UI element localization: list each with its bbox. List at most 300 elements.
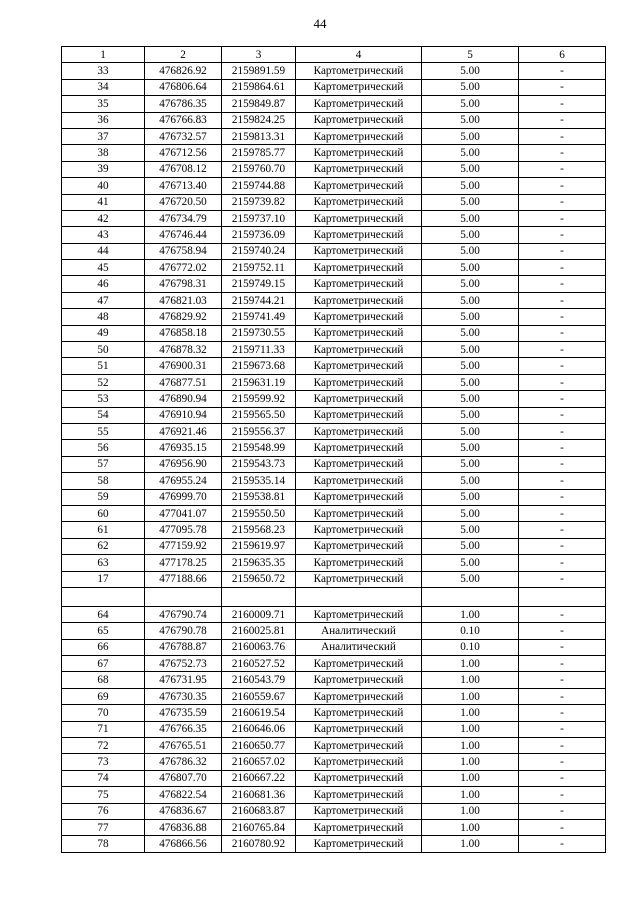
note-cell: - (519, 522, 606, 538)
point-number-cell: 44 (62, 243, 145, 259)
x-coordinate-cell: 476921.46 (145, 423, 222, 439)
method-cell: Картометрический (296, 243, 422, 259)
table-row (62, 456, 606, 472)
note-cell: - (519, 803, 606, 819)
note-cell: - (519, 787, 606, 803)
y-coordinate-cell: 2159550.50 (222, 505, 296, 521)
accuracy-cell: 5.00 (422, 456, 519, 472)
y-coordinate-cell: 2159619.97 (222, 538, 296, 554)
x-coordinate-cell: 476713.40 (145, 178, 222, 194)
method-cell: Картометрический (296, 292, 422, 308)
accuracy-cell: 1.00 (422, 688, 519, 704)
table-row (62, 606, 606, 622)
y-coordinate-cell: 2160780.92 (222, 836, 296, 852)
note-cell: - (519, 606, 606, 622)
point-number-cell: 63 (62, 555, 145, 571)
note-cell: - (519, 325, 606, 341)
note-cell: - (519, 79, 606, 95)
x-coordinate-cell: 476708.12 (145, 161, 222, 177)
method-cell: Картометрический (296, 836, 422, 852)
table-row (62, 342, 606, 358)
x-coordinate-cell: 476758.94 (145, 243, 222, 259)
accuracy-cell: 5.00 (422, 391, 519, 407)
coordinates-table (61, 46, 606, 853)
x-coordinate-cell: 476788.87 (145, 639, 222, 655)
y-coordinate-cell: 2159538.81 (222, 489, 296, 505)
method-cell: Картометрический (296, 63, 422, 79)
method-cell: Картометрический (296, 374, 422, 390)
table-row (62, 672, 606, 688)
method-cell: Картометрический (296, 128, 422, 144)
blank-cell (145, 587, 222, 606)
note-cell: - (519, 276, 606, 292)
point-number-cell: 42 (62, 210, 145, 226)
point-number-cell: 71 (62, 721, 145, 737)
table-row (62, 96, 606, 112)
blank-cell (519, 587, 606, 606)
note-cell: - (519, 819, 606, 835)
note-cell: - (519, 374, 606, 390)
header-row (62, 47, 606, 63)
note-cell: - (519, 63, 606, 79)
table-row (62, 656, 606, 672)
method-cell: Картометрический (296, 309, 422, 325)
point-number-cell: 36 (62, 112, 145, 128)
header-cell-3: 3 (222, 47, 296, 63)
point-number-cell: 39 (62, 161, 145, 177)
method-cell: Картометрический (296, 688, 422, 704)
x-coordinate-cell: 476790.74 (145, 606, 222, 622)
y-coordinate-cell: 2160619.54 (222, 705, 296, 721)
note-cell: - (519, 456, 606, 472)
y-coordinate-cell: 2160009.71 (222, 606, 296, 622)
note-cell: - (519, 391, 606, 407)
table-gap-section (62, 587, 606, 606)
accuracy-cell: 0.10 (422, 639, 519, 655)
table-row (62, 391, 606, 407)
y-coordinate-cell: 2159864.61 (222, 79, 296, 95)
accuracy-cell: 1.00 (422, 754, 519, 770)
point-number-cell: 38 (62, 145, 145, 161)
x-coordinate-cell: 476712.56 (145, 145, 222, 161)
method-cell: Картометрический (296, 178, 422, 194)
table-row (62, 112, 606, 128)
table-row (62, 423, 606, 439)
y-coordinate-cell: 2159813.31 (222, 128, 296, 144)
point-number-cell: 47 (62, 292, 145, 308)
table-header (62, 47, 606, 63)
method-cell: Картометрический (296, 440, 422, 456)
blank-cell (422, 587, 519, 606)
note-cell: - (519, 836, 606, 852)
y-coordinate-cell: 2159548.99 (222, 440, 296, 456)
note-cell: - (519, 145, 606, 161)
note-cell: - (519, 721, 606, 737)
accuracy-cell: 5.00 (422, 145, 519, 161)
x-coordinate-cell: 476900.31 (145, 358, 222, 374)
method-cell: Картометрический (296, 276, 422, 292)
accuracy-cell: 5.00 (422, 79, 519, 95)
x-coordinate-cell: 476786.35 (145, 96, 222, 112)
note-cell: - (519, 489, 606, 505)
accuracy-cell: 5.00 (422, 260, 519, 276)
point-number-cell: 73 (62, 754, 145, 770)
point-number-cell: 55 (62, 423, 145, 439)
x-coordinate-cell: 476858.18 (145, 325, 222, 341)
point-number-cell: 41 (62, 194, 145, 210)
method-cell: Картометрический (296, 770, 422, 786)
table-row (62, 522, 606, 538)
note-cell: - (519, 112, 606, 128)
point-number-cell: 67 (62, 656, 145, 672)
y-coordinate-cell: 2159736.09 (222, 227, 296, 243)
y-coordinate-cell: 2160543.79 (222, 672, 296, 688)
accuracy-cell: 5.00 (422, 374, 519, 390)
point-number-cell: 48 (62, 309, 145, 325)
note-cell: - (519, 538, 606, 554)
note-cell: - (519, 656, 606, 672)
table-row (62, 79, 606, 95)
point-number-cell: 78 (62, 836, 145, 852)
note-cell: - (519, 423, 606, 439)
accuracy-cell: 5.00 (422, 538, 519, 554)
accuracy-cell: 5.00 (422, 473, 519, 489)
x-coordinate-cell: 476836.67 (145, 803, 222, 819)
method-cell: Картометрический (296, 656, 422, 672)
table-row (62, 161, 606, 177)
y-coordinate-cell: 2160667.22 (222, 770, 296, 786)
table-row (62, 309, 606, 325)
header-cell-4: 4 (296, 47, 422, 63)
accuracy-cell: 5.00 (422, 571, 519, 587)
point-number-cell: 33 (62, 63, 145, 79)
accuracy-cell: 1.00 (422, 705, 519, 721)
y-coordinate-cell: 2160657.02 (222, 754, 296, 770)
y-coordinate-cell: 2159752.11 (222, 260, 296, 276)
x-coordinate-cell: 476999.70 (145, 489, 222, 505)
method-cell: Картометрический (296, 721, 422, 737)
y-coordinate-cell: 2159737.10 (222, 210, 296, 226)
table-body-section-1 (62, 63, 606, 588)
x-coordinate-cell: 476766.83 (145, 112, 222, 128)
method-cell: Картометрический (296, 819, 422, 835)
point-number-cell: 54 (62, 407, 145, 423)
table-row (62, 505, 606, 521)
method-cell: Картометрический (296, 505, 422, 521)
y-coordinate-cell: 2159673.68 (222, 358, 296, 374)
note-cell: - (519, 440, 606, 456)
table-row (62, 374, 606, 390)
note-cell: - (519, 309, 606, 325)
method-cell: Картометрический (296, 423, 422, 439)
accuracy-cell: 1.00 (422, 803, 519, 819)
x-coordinate-cell: 476720.50 (145, 194, 222, 210)
accuracy-cell: 5.00 (422, 112, 519, 128)
note-cell: - (519, 292, 606, 308)
note-cell: - (519, 639, 606, 655)
method-cell: Картометрический (296, 787, 422, 803)
y-coordinate-cell: 2160527.52 (222, 656, 296, 672)
point-number-cell: 51 (62, 358, 145, 374)
note-cell: - (519, 505, 606, 521)
method-cell: Картометрический (296, 738, 422, 754)
accuracy-cell: 1.00 (422, 606, 519, 622)
x-coordinate-cell: 476956.90 (145, 456, 222, 472)
y-coordinate-cell: 2160683.87 (222, 803, 296, 819)
accuracy-cell: 5.00 (422, 440, 519, 456)
point-number-cell: 75 (62, 787, 145, 803)
table-row (62, 571, 606, 587)
table-row (62, 260, 606, 276)
note-cell: - (519, 243, 606, 259)
method-cell: Картометрический (296, 342, 422, 358)
x-coordinate-cell: 476822.54 (145, 787, 222, 803)
note-cell: - (519, 623, 606, 639)
accuracy-cell: 1.00 (422, 672, 519, 688)
table-row (62, 538, 606, 554)
point-number-cell: 72 (62, 738, 145, 754)
point-number-cell: 37 (62, 128, 145, 144)
table-row (62, 770, 606, 786)
y-coordinate-cell: 2160025.81 (222, 623, 296, 639)
accuracy-cell: 5.00 (422, 161, 519, 177)
point-number-cell: 34 (62, 79, 145, 95)
header-cell-1: 1 (62, 47, 145, 63)
table-row (62, 63, 606, 79)
method-cell: Картометрический (296, 112, 422, 128)
accuracy-cell: 1.00 (422, 738, 519, 754)
y-coordinate-cell: 2160650.77 (222, 738, 296, 754)
point-number-cell: 61 (62, 522, 145, 538)
x-coordinate-cell: 477159.92 (145, 538, 222, 554)
x-coordinate-cell: 476732.57 (145, 128, 222, 144)
point-number-cell: 40 (62, 178, 145, 194)
accuracy-cell: 5.00 (422, 309, 519, 325)
note-cell: - (519, 705, 606, 721)
y-coordinate-cell: 2159739.82 (222, 194, 296, 210)
y-coordinate-cell: 2159740.24 (222, 243, 296, 259)
table-row (62, 819, 606, 835)
x-coordinate-cell: 476877.51 (145, 374, 222, 390)
header-cell-5: 5 (422, 47, 519, 63)
x-coordinate-cell: 477041.07 (145, 505, 222, 521)
table-row (62, 639, 606, 655)
method-cell: Картометрический (296, 79, 422, 95)
table-row (62, 292, 606, 308)
y-coordinate-cell: 2159741.49 (222, 309, 296, 325)
x-coordinate-cell: 476735.59 (145, 705, 222, 721)
note-cell: - (519, 473, 606, 489)
accuracy-cell: 5.00 (422, 358, 519, 374)
table-body-section-2 (62, 606, 606, 852)
method-cell: Картометрический (296, 473, 422, 489)
note-cell: - (519, 770, 606, 786)
table-row (62, 473, 606, 489)
x-coordinate-cell: 476878.32 (145, 342, 222, 358)
accuracy-cell: 1.00 (422, 656, 519, 672)
note-cell: - (519, 358, 606, 374)
method-cell: Картометрический (296, 555, 422, 571)
table-row (62, 178, 606, 194)
point-number-cell: 49 (62, 325, 145, 341)
y-coordinate-cell: 2159535.14 (222, 473, 296, 489)
point-number-cell: 76 (62, 803, 145, 819)
accuracy-cell: 5.00 (422, 194, 519, 210)
x-coordinate-cell: 477095.78 (145, 522, 222, 538)
point-number-cell: 52 (62, 374, 145, 390)
x-coordinate-cell: 476731.95 (145, 672, 222, 688)
point-number-cell: 45 (62, 260, 145, 276)
accuracy-cell: 5.00 (422, 63, 519, 79)
point-number-cell: 74 (62, 770, 145, 786)
point-number-cell: 56 (62, 440, 145, 456)
point-number-cell: 17 (62, 571, 145, 587)
note-cell: - (519, 754, 606, 770)
method-cell: Картометрический (296, 803, 422, 819)
x-coordinate-cell: 476866.56 (145, 836, 222, 852)
x-coordinate-cell: 476806.64 (145, 79, 222, 95)
blank-row (62, 587, 606, 606)
method-cell: Картометрический (296, 407, 422, 423)
table-row (62, 489, 606, 505)
accuracy-cell: 5.00 (422, 96, 519, 112)
y-coordinate-cell: 2159785.77 (222, 145, 296, 161)
point-number-cell: 59 (62, 489, 145, 505)
table-row (62, 145, 606, 161)
x-coordinate-cell: 476772.02 (145, 260, 222, 276)
note-cell: - (519, 194, 606, 210)
x-coordinate-cell: 476730.35 (145, 688, 222, 704)
accuracy-cell: 5.00 (422, 342, 519, 358)
note-cell: - (519, 555, 606, 571)
method-cell: Картометрический (296, 522, 422, 538)
method-cell: Картометрический (296, 161, 422, 177)
x-coordinate-cell: 476890.94 (145, 391, 222, 407)
x-coordinate-cell: 477188.66 (145, 571, 222, 587)
table-row (62, 128, 606, 144)
point-number-cell: 66 (62, 639, 145, 655)
method-cell: Картометрический (296, 606, 422, 622)
table-row (62, 440, 606, 456)
accuracy-cell: 1.00 (422, 770, 519, 786)
table-row (62, 721, 606, 737)
point-number-cell: 35 (62, 96, 145, 112)
method-cell: Картометрический (296, 260, 422, 276)
note-cell: - (519, 128, 606, 144)
accuracy-cell: 1.00 (422, 721, 519, 737)
table-row (62, 738, 606, 754)
y-coordinate-cell: 2159565.50 (222, 407, 296, 423)
accuracy-cell: 1.00 (422, 836, 519, 852)
x-coordinate-cell: 476765.51 (145, 738, 222, 754)
y-coordinate-cell: 2159599.92 (222, 391, 296, 407)
x-coordinate-cell: 476790.78 (145, 623, 222, 639)
point-number-cell: 68 (62, 672, 145, 688)
method-cell: Картометрический (296, 391, 422, 407)
note-cell: - (519, 342, 606, 358)
point-number-cell: 53 (62, 391, 145, 407)
note-cell: - (519, 407, 606, 423)
point-number-cell: 60 (62, 505, 145, 521)
y-coordinate-cell: 2160681.36 (222, 787, 296, 803)
point-number-cell: 62 (62, 538, 145, 554)
accuracy-cell: 5.00 (422, 210, 519, 226)
x-coordinate-cell: 476746.44 (145, 227, 222, 243)
x-coordinate-cell: 476752.73 (145, 656, 222, 672)
x-coordinate-cell: 476798.31 (145, 276, 222, 292)
point-number-cell: 46 (62, 276, 145, 292)
x-coordinate-cell: 476734.79 (145, 210, 222, 226)
accuracy-cell: 5.00 (422, 489, 519, 505)
point-number-cell: 65 (62, 623, 145, 639)
table-row (62, 623, 606, 639)
blank-cell (62, 587, 145, 606)
y-coordinate-cell: 2159744.21 (222, 292, 296, 308)
note-cell: - (519, 738, 606, 754)
x-coordinate-cell: 476955.24 (145, 473, 222, 489)
y-coordinate-cell: 2159744.88 (222, 178, 296, 194)
header-cell-2: 2 (145, 47, 222, 63)
method-cell: Картометрический (296, 672, 422, 688)
point-number-cell: 77 (62, 819, 145, 835)
accuracy-cell: 5.00 (422, 243, 519, 259)
table-row (62, 276, 606, 292)
y-coordinate-cell: 2159891.59 (222, 63, 296, 79)
accuracy-cell: 5.00 (422, 505, 519, 521)
x-coordinate-cell: 476826.92 (145, 63, 222, 79)
table-row (62, 705, 606, 721)
method-cell: Картометрический (296, 145, 422, 161)
y-coordinate-cell: 2160063.76 (222, 639, 296, 655)
y-coordinate-cell: 2159730.55 (222, 325, 296, 341)
table-row (62, 194, 606, 210)
method-cell: Картометрический (296, 705, 422, 721)
note-cell: - (519, 161, 606, 177)
y-coordinate-cell: 2159711.33 (222, 342, 296, 358)
table-row (62, 836, 606, 852)
method-cell: Картометрический (296, 96, 422, 112)
blank-cell (222, 587, 296, 606)
table-row (62, 787, 606, 803)
header-cell-6: 6 (519, 47, 606, 63)
accuracy-cell: 5.00 (422, 227, 519, 243)
y-coordinate-cell: 2159650.72 (222, 571, 296, 587)
accuracy-cell: 0.10 (422, 623, 519, 639)
x-coordinate-cell: 477178.25 (145, 555, 222, 571)
method-cell: Картометрический (296, 754, 422, 770)
method-cell: Аналитический (296, 623, 422, 639)
point-number-cell: 69 (62, 688, 145, 704)
accuracy-cell: 5.00 (422, 423, 519, 439)
method-cell: Картометрический (296, 358, 422, 374)
point-number-cell: 57 (62, 456, 145, 472)
method-cell: Картометрический (296, 538, 422, 554)
x-coordinate-cell: 476836.88 (145, 819, 222, 835)
page-number: 44 (313, 16, 327, 31)
y-coordinate-cell: 2159760.70 (222, 161, 296, 177)
accuracy-cell: 5.00 (422, 555, 519, 571)
note-cell: - (519, 260, 606, 276)
table-row (62, 243, 606, 259)
y-coordinate-cell: 2159749.15 (222, 276, 296, 292)
table-row (62, 210, 606, 226)
y-coordinate-cell: 2159824.25 (222, 112, 296, 128)
table-row (62, 803, 606, 819)
y-coordinate-cell: 2160646.06 (222, 721, 296, 737)
x-coordinate-cell: 476807.70 (145, 770, 222, 786)
note-cell: - (519, 688, 606, 704)
table-row (62, 555, 606, 571)
